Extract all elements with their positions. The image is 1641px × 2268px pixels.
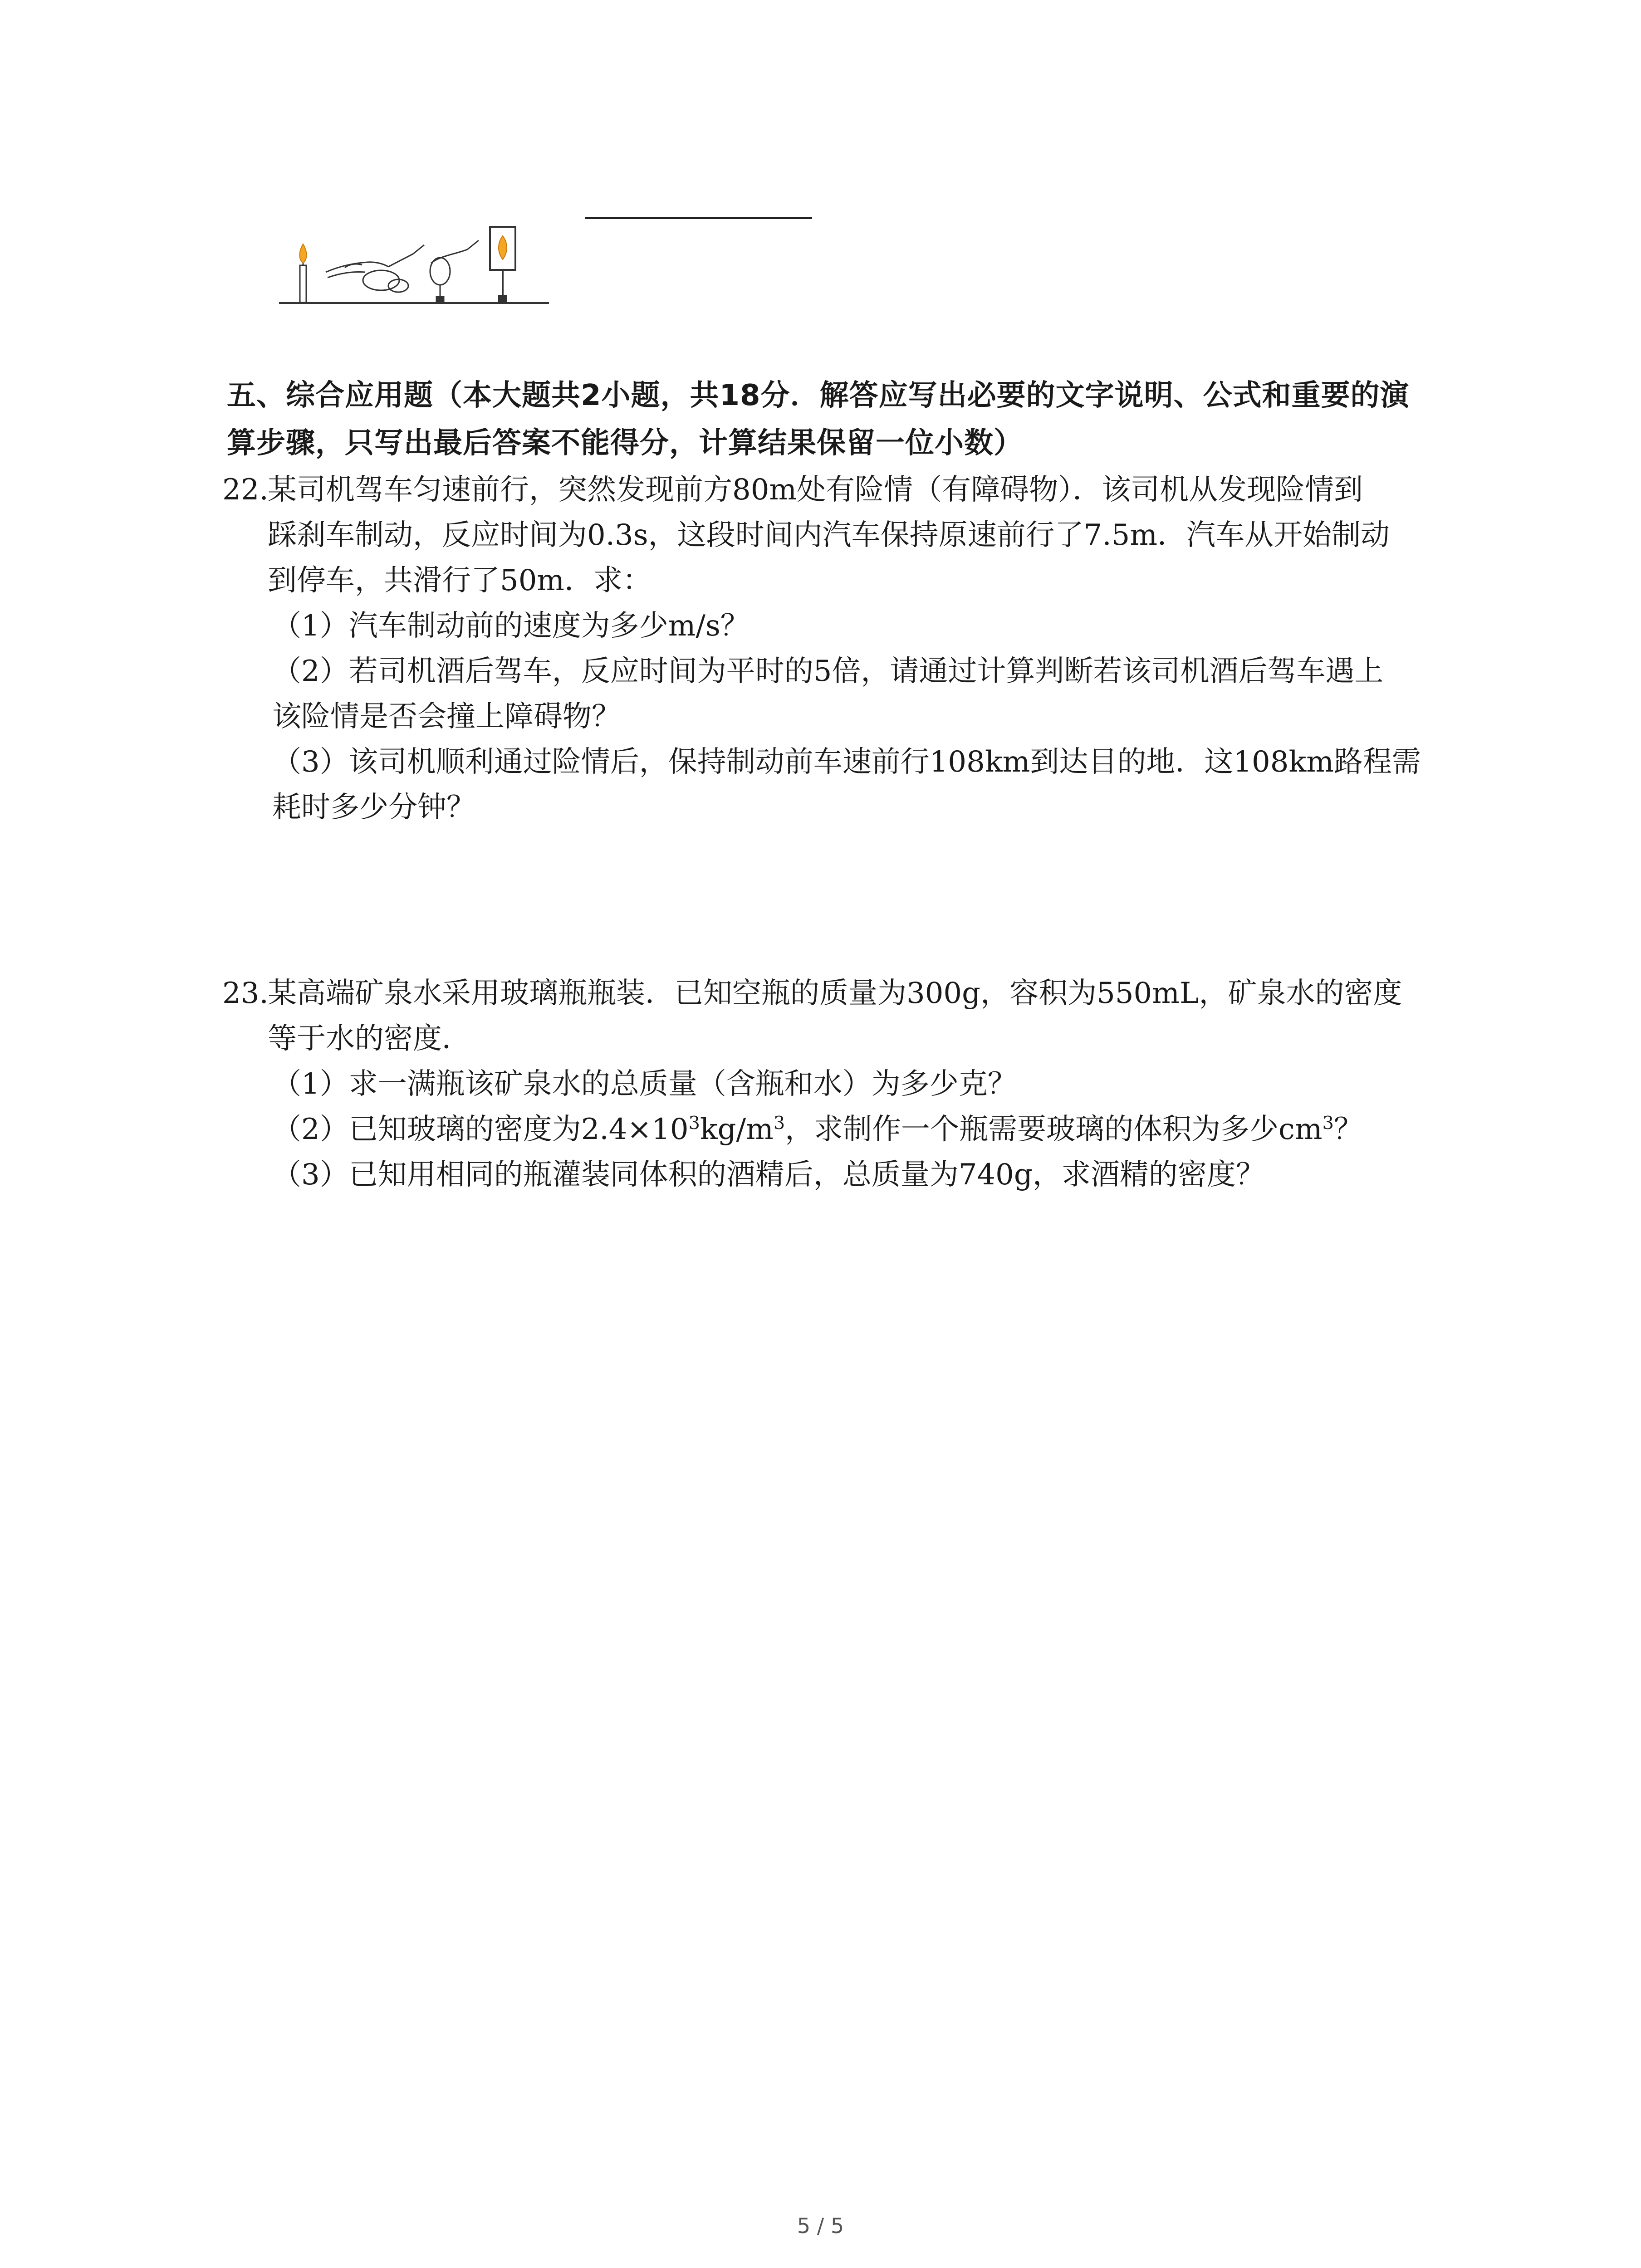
- question-22-part-3-line-2: 耗时多少分钟？: [272, 791, 475, 824]
- superscript: 3: [688, 1113, 700, 1134]
- question-number: 22.: [222, 473, 269, 507]
- question-22: [222, 467, 1493, 830]
- answer-blank-line: [585, 217, 812, 219]
- section-heading-line-2: 算步骤，只写出最后答案不能得分，计算结果保留一位小数）: [227, 426, 1023, 460]
- part-text: ？: [1333, 1113, 1363, 1146]
- screen-icon: [490, 227, 515, 303]
- part-text: （2）已知玻璃的密度为2.4×10: [272, 1113, 689, 1146]
- question-22-part-1: （1）汽车制动前的速度为多少m/s？: [272, 609, 749, 643]
- candle-icon: [300, 244, 307, 303]
- section-heading-line-1: 五、综合应用题（本大题共2小题，共18分．解答应写出必要的文字说明、公式和重要的演: [227, 379, 1410, 412]
- question-22-stem-line-2: 踩刹车制动，反应时间为0.3s，这段时间内汽车保持原速前行了7.5m．汽车从开始制动: [268, 518, 1390, 552]
- question-number: 23.: [222, 977, 269, 1010]
- question-22-part-2-line-2: 该险情是否会撞上障碍物？: [272, 700, 621, 733]
- question-22-stem-line-1: [222, 467, 1493, 513]
- question-23-stem-line-1: [222, 971, 1493, 1016]
- question-22-part-2-line-1: （2）若司机酒后驾车，反应时间为平时的5倍，请通过计算判断若该司机酒后驾车遇上: [272, 655, 1384, 688]
- question-23-part-2: [222, 1107, 1493, 1152]
- superscript: 3: [773, 1113, 785, 1134]
- part-text: kg/m: [700, 1113, 774, 1146]
- page-number: 5 / 5: [797, 2214, 844, 2238]
- question-23-part-1: （1）求一满瓶该矿泉水的总质量（含瓶和水）为多少克？: [272, 1067, 1017, 1101]
- experiment-figure: [277, 218, 554, 308]
- question-text: 某高端矿泉水采用玻璃瓶瓶装．已知空瓶的质量为300g，容积为550mL，矿泉水的密度: [268, 977, 1402, 1010]
- section-heading: [227, 372, 1452, 467]
- question-22-part-3-line-1: （3）该司机顺利通过险情后，保持制动前车速前行108km到达目的地．这108km路程需: [272, 745, 1421, 779]
- superscript: 3: [1322, 1113, 1334, 1134]
- question-23: [222, 971, 1493, 1198]
- part-text: ，求制作一个瓶需要玻璃的体积为多少cm: [785, 1113, 1323, 1146]
- question-22-stem-line-3: 到停车，共滑行了50m．求：: [268, 564, 652, 597]
- lens-icon: [430, 240, 479, 303]
- question-23-part-3: （3）已知用相同的瓶灌装同体积的酒精后，总质量为740g，求酒精的密度？: [272, 1158, 1265, 1192]
- hand-icon: [326, 245, 424, 292]
- question-23-stem-line-2: 等于水的密度．: [268, 1022, 471, 1056]
- question-text: 某司机驾车匀速前行，突然发现前方80m处有险情（有障碍物）．该司机从发现险情到: [268, 473, 1363, 507]
